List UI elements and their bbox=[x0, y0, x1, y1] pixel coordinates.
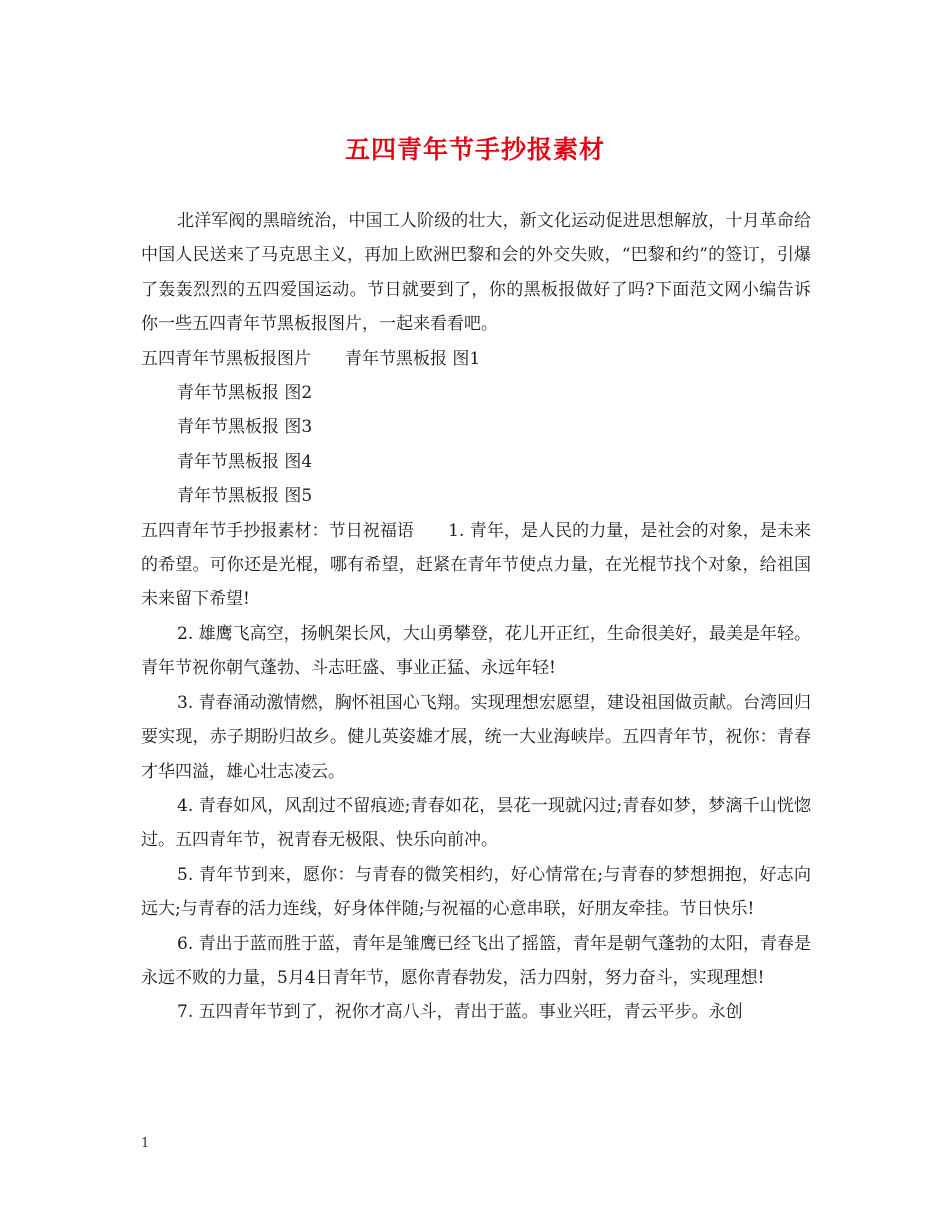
image-caption-3: 青年节黑板报 图3 bbox=[177, 417, 313, 438]
image-caption-5: 青年节黑板报 图5 bbox=[177, 486, 313, 507]
wish-paragraph-1: 五四青年节手抄报素材：节日祝福语 1. 青年，是人民的力量，是社会的对象，是未来的希望。可你还是光棍，哪有希望，赶紧在青年节使点力量，在光棍节找个对象，给祖国未来留下希望! bbox=[141, 520, 811, 610]
page-title: 五四青年节手抄报素材 bbox=[344, 135, 605, 164]
image-caption-4: 青年节黑板报 图4 bbox=[177, 451, 313, 472]
image-caption-2: 青年节黑板报 图2 bbox=[177, 383, 313, 404]
wish-paragraph-3: 3. 青春涌动激情燃，胸怀祖国心飞翔。实现理想宏愿望，建设祖国做贡献。台湾回归要实现，赤子期盼归故乡。健儿英姿雄才展，统一大业海峡岸。五四青年节，祝你：青春才华四溢，雄心壮志凌云。 bbox=[141, 692, 811, 782]
wish-paragraph-2: 2. 雄鹰飞高空，扬帆架长风，大山勇攀登，花儿开正红，生命很美好，最美是年轻。青年节祝你朝气蓬勃、斗志旺盛、事业正猛、永远年轻! bbox=[141, 623, 811, 679]
images-heading: 五四青年节黑板报图片 青年节黑板报 图1 bbox=[141, 348, 481, 369]
document-body bbox=[141, 204, 811, 1030]
wish-paragraph-7: 7. 五四青年节到了，祝你才高八斗，青出于蓝。事业兴旺，青云平步。永创 bbox=[177, 1002, 743, 1023]
wish-paragraph-4: 4. 青春如风，风刮过不留痕迹;青春如花，昙花一现就闪过;青春如梦，梦漓千山恍惚过。五四青年节，祝青春无极限、快乐向前冲。 bbox=[141, 795, 811, 851]
wish-paragraph-5: 5. 青年节到来，愿你：与青春的微笑相约，好心情常在;与青春的梦想拥抱，好志向远大;与青春的活力连线，好身体伴随;与祝福的心意串联，好朋友牵挂。节日快乐! bbox=[141, 864, 811, 920]
wish-paragraph-6: 6. 青出于蓝而胜于蓝，青年是雏鹰已经飞出了摇篮，青年是朝气蓬勃的太阳，青春是永远不败的力量，5月4日青年节，愿你青春勃发，活力四射，努力奋斗，实现理想! bbox=[141, 933, 811, 988]
intro-paragraph: 北洋军阀的黑暗统治，中国工人阶级的壮大，新文化运动促进思想解放，十月革命给中国人民送来了马克思主义，再加上欧洲巴黎和会的外交失败，“巴黎和约”的签订，引爆了轰轰烈烈的五四爱国运动。节日就要到了，你的黑板报做好了吗?下面范文网小编告诉你一些五四青年节黑板报图片，一起来看看吧。 bbox=[141, 211, 811, 335]
page-number: 1 bbox=[141, 1136, 150, 1151]
